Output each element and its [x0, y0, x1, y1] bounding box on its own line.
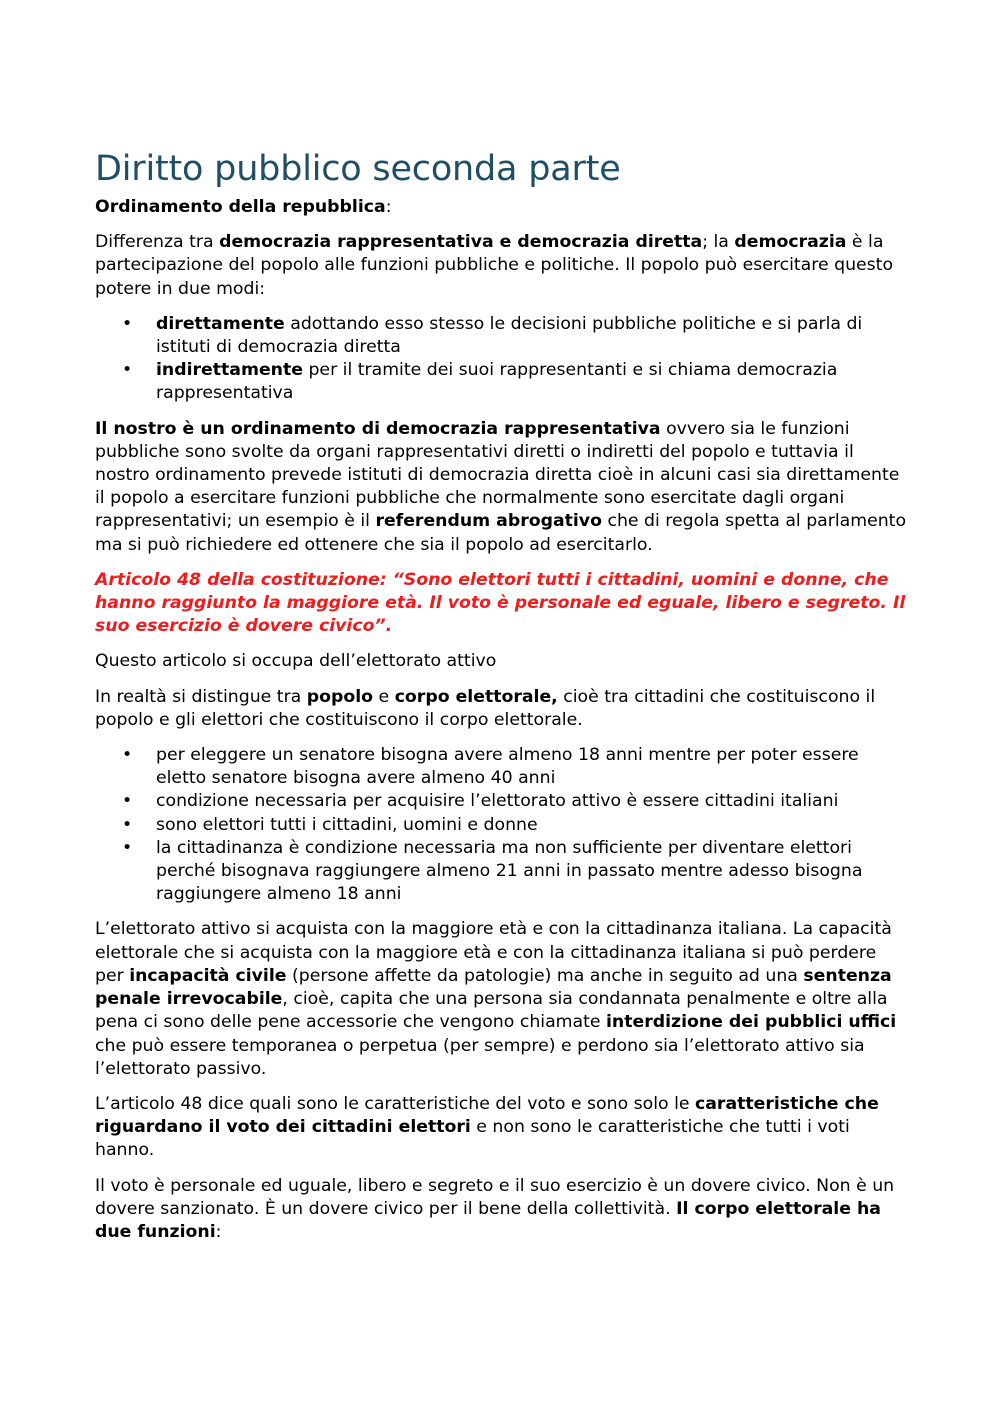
text-run: : — [385, 197, 392, 217]
bullet-icon: • — [122, 837, 133, 858]
text-run: : — [215, 1221, 222, 1242]
list-item — [95, 744, 910, 790]
article-48-quote: Articolo 48 della costituzione: “Sono elettori tutti i cittadini, uomini e donne, che hanno raggiunto la maggiore età. Il voto è personale ed eguale, libero e segreto. Il suo esercizio è dovere civico”. — [95, 569, 906, 637]
bold-text: caratteristiche che riguardano il voto dei cittadini elettori — [95, 1093, 879, 1138]
bold-text: sentenza penale irrevocabile — [95, 965, 892, 1010]
text-run: Differenza tra — [95, 232, 220, 253]
text-run: la cittadinanza è condizione necessaria ma non sufficiente per diventare elettori perché bisognava raggiungere almeno 21 anni in passato mentre adesso bisogna raggiungere almeno 18 anni — [156, 837, 863, 905]
electoral-capacity-paragraph — [95, 918, 910, 1080]
text-run: ; la — [702, 232, 735, 253]
democracy-paragraph — [95, 231, 910, 301]
text-run: per eleggere un senatore bisogna avere almeno 18 anni mentre per poter essere eletto senatore bisogna avere almeno 40 anni — [156, 745, 859, 789]
text-run: L’articolo 48 dice quali sono le caratteristiche del voto e sono solo le — [95, 1093, 696, 1114]
list-item — [95, 359, 910, 405]
list-item — [95, 814, 910, 837]
page-title: Diritto pubblico seconda parte — [95, 149, 621, 189]
bold-text: corpo elettorale, — [394, 686, 558, 707]
text-run: che può essere temporanea o perpetua (per sempre) e perdono sia l’elettorato attivo sia l’elettorato passivo. — [95, 1035, 865, 1079]
list-item — [95, 790, 910, 813]
bold-text: Il corpo elettorale ha due funzioni — [95, 1198, 881, 1242]
text-run: (persone affette da patologie) ma anche in seguito ad una — [286, 965, 804, 986]
text-run: condizione necessaria per acquisire l’elettorato attivo è essere cittadini italiani — [156, 791, 839, 812]
active-electorate-paragraph: Questo articolo si occupa dell’elettorato attivo — [95, 651, 497, 672]
text-run: è la partecipazione del popolo alle funzioni pubbliche e politiche. Il popolo può esercitare questo potere in due modi: — [95, 232, 894, 299]
bold-text: direttamente — [156, 313, 285, 334]
bullet-icon: • — [122, 360, 133, 381]
text-run: per il tramite dei suoi rappresentanti e si chiama democrazia rappresentativa — [156, 360, 838, 404]
text-run: L’elettorato attivo si acquista con la maggiore età e con la cittadinanza italiana. La capacità elettorale che si acquista con la maggiore età e con la cittadinanza italiana si può perdere per — [95, 919, 892, 986]
bullet-icon: • — [122, 313, 133, 334]
bullet-icon: • — [122, 745, 133, 766]
vote-characteristics-paragraph — [95, 1093, 910, 1163]
bold-text: referendum abrogativo — [375, 511, 602, 532]
document-page — [95, 146, 910, 1256]
text-run: cioè tra cittadini che costituiscono il popolo e gli elettori che costituiscono il corpo elettorale. — [95, 686, 876, 730]
bold-text: democrazia rappresentativa e democrazia diretta — [219, 232, 703, 253]
representative-democracy-paragraph — [95, 418, 910, 557]
bold-text: indirettamente — [156, 360, 303, 381]
people-vs-electorate-paragraph — [95, 686, 910, 732]
bold-text: incapacità civile — [129, 965, 287, 986]
text-run: , cioè, capita che una persona sia condannata penalmente e oltre alla pena ci sono delle pene accessorie che vengono chiamate — [95, 989, 888, 1033]
bullet-icon: • — [122, 791, 133, 812]
section-heading-paragraph — [95, 196, 910, 219]
text-run: In realtà si distingue tra — [95, 686, 307, 707]
text-run: e — [373, 686, 395, 707]
bullet-icon: • — [122, 814, 133, 835]
text-run: che di regola spetta al parlamento ma si può richiedere ed ottenere che sia il popolo ad esercitarlo. — [95, 511, 907, 555]
bold-text: popolo — [306, 686, 374, 707]
electorate-conditions-list — [95, 744, 910, 906]
civic-duty-paragraph — [95, 1175, 910, 1245]
list-item — [95, 313, 910, 359]
democracy-modes-list — [95, 313, 910, 406]
list-item — [95, 837, 910, 907]
bold-text: Il nostro è un ordinamento di democrazia rappresentativa — [95, 418, 661, 439]
text-run: Il voto è personale ed uguale, libero e segreto e il suo esercizio è un dovere civico. Non è un dovere sanzionato. È un dovere civico per il bene della collettività. — [95, 1175, 895, 1219]
bold-text: democrazia — [734, 232, 847, 253]
bold-text: interdizione dei pubblici uffici — [606, 1012, 897, 1033]
text-run: sono elettori tutti i cittadini, uomini e donne — [156, 814, 538, 835]
text-run: adottando esso stesso le decisioni pubbliche politiche e si parla di istituti di democrazia diretta — [156, 313, 863, 358]
bold-text: Ordinamento della repubblica — [95, 197, 386, 217]
text-run: ovvero sia le funzioni pubbliche sono svolte da organi rappresentativi diretti o indiretti del popolo e tuttavia il nostro ordinamento prevede istituti di democrazia diretta cioè in alcuni casi sia direttamente il popolo a esercitare funzioni pubbliche che normalmente sono esercitate dagli organi rappresentativi; un esempio è il — [95, 418, 900, 532]
text-run: e non sono le caratteristiche che tutti i voti hanno. — [95, 1117, 850, 1161]
